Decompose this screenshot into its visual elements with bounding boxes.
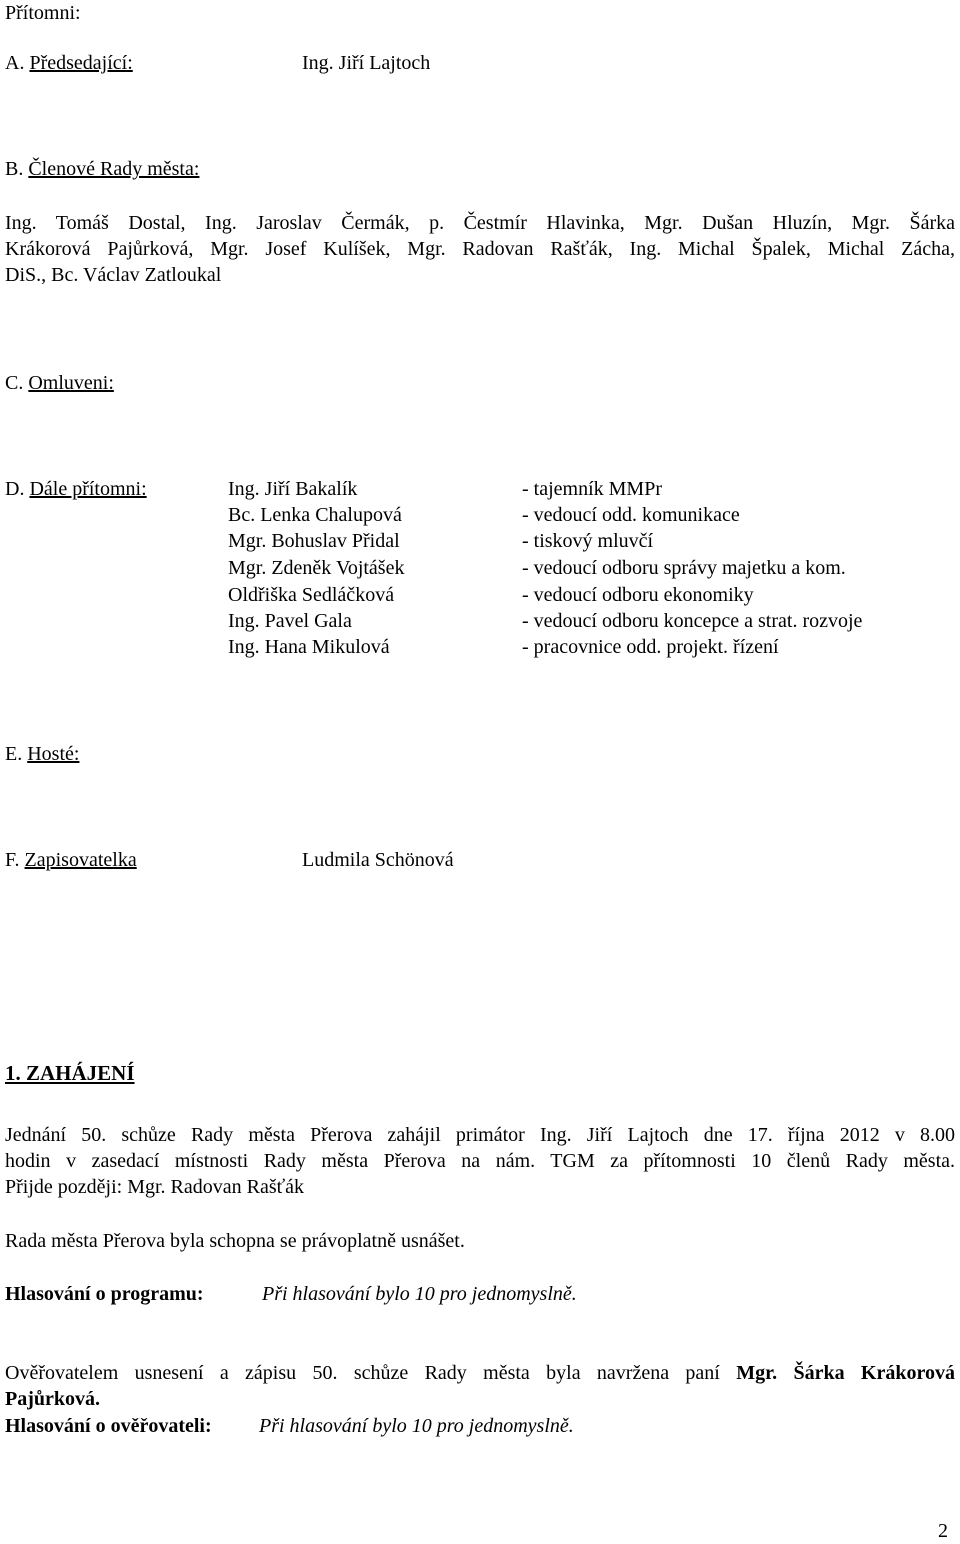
staff-role: - pracovnice odd. projekt. řízení bbox=[522, 636, 779, 658]
opening-line: Jednání 50. schůze Rady města Přerova zahájil primátor Ing. Jiří Lajtoch dne 17. října 2012 v 8.00 bbox=[5, 1124, 955, 1146]
excused-prefix: C. bbox=[5, 372, 24, 394]
staff-name: Oldřiška Sedláčková bbox=[228, 584, 395, 606]
staff-role: - vedoucí odboru koncepce a strat. rozvoje bbox=[522, 610, 863, 632]
also-present-prefix: D. bbox=[5, 478, 25, 500]
members-label-text: Členové Rady města: bbox=[28, 158, 200, 180]
section-heading: 1. ZAHÁJENÍ bbox=[5, 1061, 135, 1085]
staff-role: - vedoucí odboru správy majetku a kom. bbox=[522, 557, 846, 579]
guests-prefix: E. bbox=[5, 743, 23, 765]
members-line: Krákorová Pajůrková, Mgr. Josef Kulíšek, Mgr. Radovan Rašťák, Ing. Michal Špalek, Michal Zácha, bbox=[5, 238, 955, 260]
staff-role: - vedoucí odboru ekonomiky bbox=[522, 584, 754, 606]
members-list bbox=[5, 210, 955, 288]
staff-name: Mgr. Zdeněk Vojtášek bbox=[228, 557, 405, 579]
also-present-label-text: Dále přítomni: bbox=[29, 478, 147, 500]
members-prefix: B. bbox=[5, 158, 24, 180]
chair-prefix: A. bbox=[5, 52, 25, 74]
guests-label-text: Hosté: bbox=[27, 743, 80, 765]
staff-name: Ing. Jiří Bakalík bbox=[228, 478, 358, 500]
program-vote bbox=[5, 1281, 204, 1307]
staff-role: - tiskový mluvčí bbox=[522, 530, 654, 552]
verifier-line bbox=[5, 1360, 955, 1386]
members-label bbox=[5, 156, 199, 182]
chair-label-text: Předsedající: bbox=[29, 52, 133, 74]
chair-name: Ing. Jiří Lajtoch bbox=[302, 52, 431, 74]
recorder-name: Ludmila Schönová bbox=[302, 849, 454, 871]
members-line: DiS., Bc. Václav Zatloukal bbox=[5, 264, 222, 286]
verifier-vote bbox=[5, 1413, 212, 1439]
verifier-vote-result: Při hlasování bylo 10 pro jednomyslně. bbox=[259, 1415, 574, 1437]
also-present-label bbox=[5, 476, 147, 502]
staff-role: - vedoucí odd. komunikace bbox=[522, 504, 740, 526]
verifier-paragraph bbox=[5, 1360, 955, 1412]
opening-paragraph bbox=[5, 1122, 955, 1200]
chair-label bbox=[5, 50, 133, 76]
program-vote-result: Při hlasování bylo 10 pro jednomyslně. bbox=[262, 1283, 577, 1305]
staff-name: Ing. Hana Mikulová bbox=[228, 636, 390, 658]
opening-line: hodin v zasedací místnosti Rady města Přerova na nám. TGM za přítomnosti 10 členů Rady města. bbox=[5, 1150, 955, 1172]
staff-name: Ing. Pavel Gala bbox=[228, 610, 352, 632]
recorder-prefix: F. bbox=[5, 849, 20, 871]
verifier-text: Ověřovatelem usnesení a zápisu 50. schůze Rady města byla navržena paní bbox=[5, 1362, 720, 1384]
present-heading: Přítomni: bbox=[5, 2, 81, 24]
program-vote-label: Hlasování o programu: bbox=[5, 1283, 204, 1305]
excused-label-text: Omluveni: bbox=[28, 372, 114, 394]
recorder-label-text: Zapisovatelka bbox=[24, 849, 137, 871]
opening-line: Přijde později: Mgr. Radovan Rašťák bbox=[5, 1176, 305, 1198]
verifier-name: Mgr. Šárka Krákorová bbox=[736, 1362, 955, 1384]
verifier-vote-label: Hlasování o ověřovateli: bbox=[5, 1415, 212, 1437]
verifier-name-cont: Pajůrková. bbox=[5, 1388, 100, 1410]
staff-role: - tajemník MMPr bbox=[522, 478, 662, 500]
staff-name: Bc. Lenka Chalupová bbox=[228, 504, 402, 526]
quorum-statement: Rada města Přerova byla schopna se právoplatně usnášet. bbox=[5, 1230, 465, 1252]
page-number: 2 bbox=[938, 1520, 948, 1542]
recorder-label bbox=[5, 847, 137, 873]
guests-label bbox=[5, 741, 79, 767]
members-line: Ing. Tomáš Dostal, Ing. Jaroslav Čermák, p. Čestmír Hlavinka, Mgr. Dušan Hluzín, Mgr. Šárka bbox=[5, 212, 955, 234]
staff-name: Mgr. Bohuslav Přidal bbox=[228, 530, 400, 552]
excused-label bbox=[5, 370, 114, 396]
